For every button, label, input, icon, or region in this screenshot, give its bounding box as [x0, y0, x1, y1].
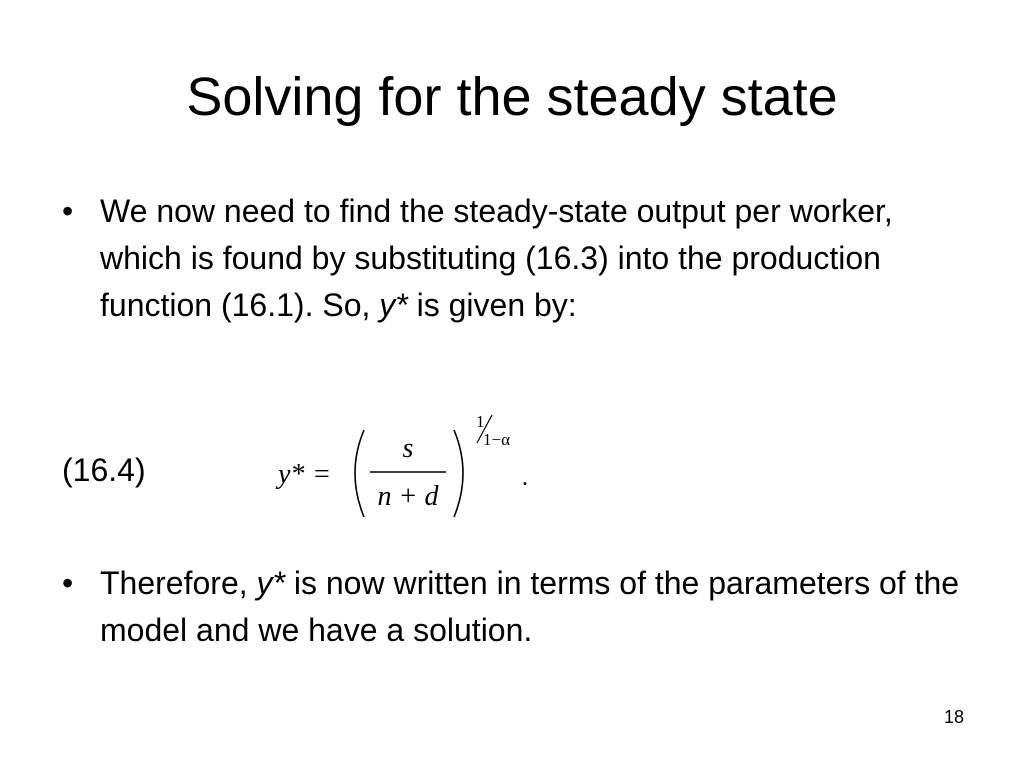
formula-period: .: [522, 465, 528, 491]
bullet-text: Therefore, y* is now written in terms of the parameters of the model and we have a solution.: [100, 565, 960, 648]
bullet-marker: •: [62, 565, 74, 601]
left-paren: [355, 430, 364, 517]
formula-lhs: y*: [278, 459, 305, 490]
bullet-solution-summary: [62, 560, 972, 654]
exponent-numerator: 1: [476, 412, 485, 431]
steady-state-formula: [270, 405, 540, 525]
page-number: 18: [943, 707, 964, 727]
exponent-denominator: 1−α: [483, 430, 510, 449]
bullet-text: We now need to find the steady-state output per worker, which is found by substituting (16.3) into the production function (16.1). So, y* is given by:: [100, 193, 893, 323]
bullet-steady-state-output: [62, 188, 972, 329]
equation-label: (16.4): [62, 452, 146, 488]
formula-equals: =: [314, 459, 330, 490]
formula-numerator: s: [402, 433, 414, 464]
formula-graphic: [270, 405, 540, 525]
slide-title: Solving for the steady state: [186, 67, 838, 127]
right-paren: [454, 430, 463, 517]
bullet-marker: •: [62, 193, 74, 229]
formula-denominator: n + d: [377, 481, 439, 512]
